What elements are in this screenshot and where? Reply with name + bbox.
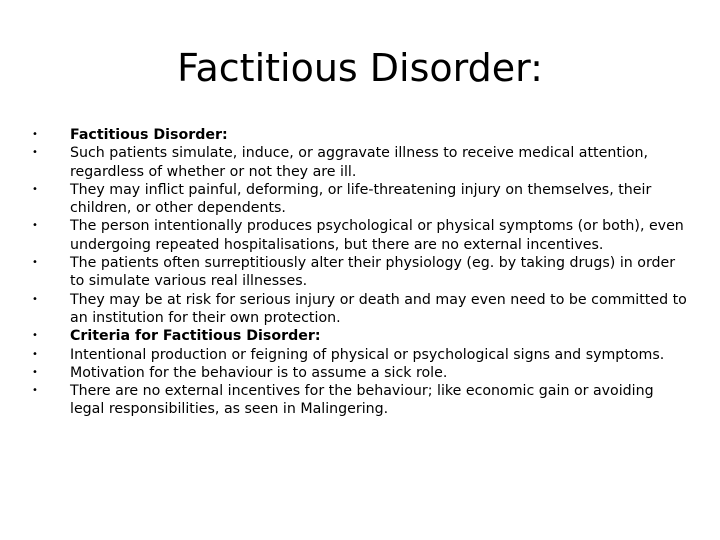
bullet-text: The person intentionally produces psychological or physical symptoms (or both), even undergoing repeated hospitalisations, but there are no external incentives. <box>70 218 684 253</box>
bullet-item <box>32 254 690 291</box>
bullet-text: Motivation for the behaviour is to assume a sick role. <box>70 364 448 381</box>
bullet-text: They may inflict painful, deforming, or life-threatening injury on themselves, their children, or other dependents. <box>70 181 652 217</box>
bullet-item <box>32 126 690 144</box>
slide-title: Factitious Disorder: <box>177 46 543 90</box>
bullet-text: They may be at risk for serious injury or death and may even need to be committed to an institution for their own protection. <box>70 291 687 326</box>
bullet-text: Criteria for Factitious Disorder: <box>70 328 321 345</box>
bullet-icon: • <box>32 293 38 305</box>
bullet-icon: • <box>32 183 38 195</box>
bullet-icon: • <box>32 366 38 378</box>
bullet-icon: • <box>32 147 38 159</box>
bullet-item <box>32 144 690 181</box>
bullet-item <box>32 382 690 419</box>
bullet-text: There are no external incentives for the behaviour; like economic gain or avoiding legal responsibilities, as seen in Malingering. <box>70 383 654 418</box>
bullet-item <box>32 364 690 382</box>
bullet-icon: • <box>32 129 38 140</box>
bullet-item <box>32 291 690 328</box>
bullet-icon: • <box>32 257 38 269</box>
bullet-list <box>32 126 690 419</box>
bullet-text: Intentional production or feigning of physical or psychological signs and symptoms. <box>70 346 665 363</box>
bullet-icon: • <box>32 348 38 360</box>
bullet-icon: • <box>32 385 38 397</box>
bullet-item <box>32 346 690 364</box>
bullet-text: The patients often surreptitiously alter their physiology (eg. by taking drugs) in order to simulate various real illnesses. <box>70 255 676 290</box>
bullet-icon: • <box>32 220 38 232</box>
bullet-text: Such patients simulate, induce, or aggravate illness to receive medical attention, regardless of whether or not they are ill. <box>70 145 649 180</box>
bullet-item <box>32 181 690 218</box>
bullet-icon: • <box>32 330 38 342</box>
bullet-item <box>32 217 690 254</box>
bullet-item <box>32 327 690 345</box>
bullet-text: Factitious Disorder: <box>70 127 228 143</box>
